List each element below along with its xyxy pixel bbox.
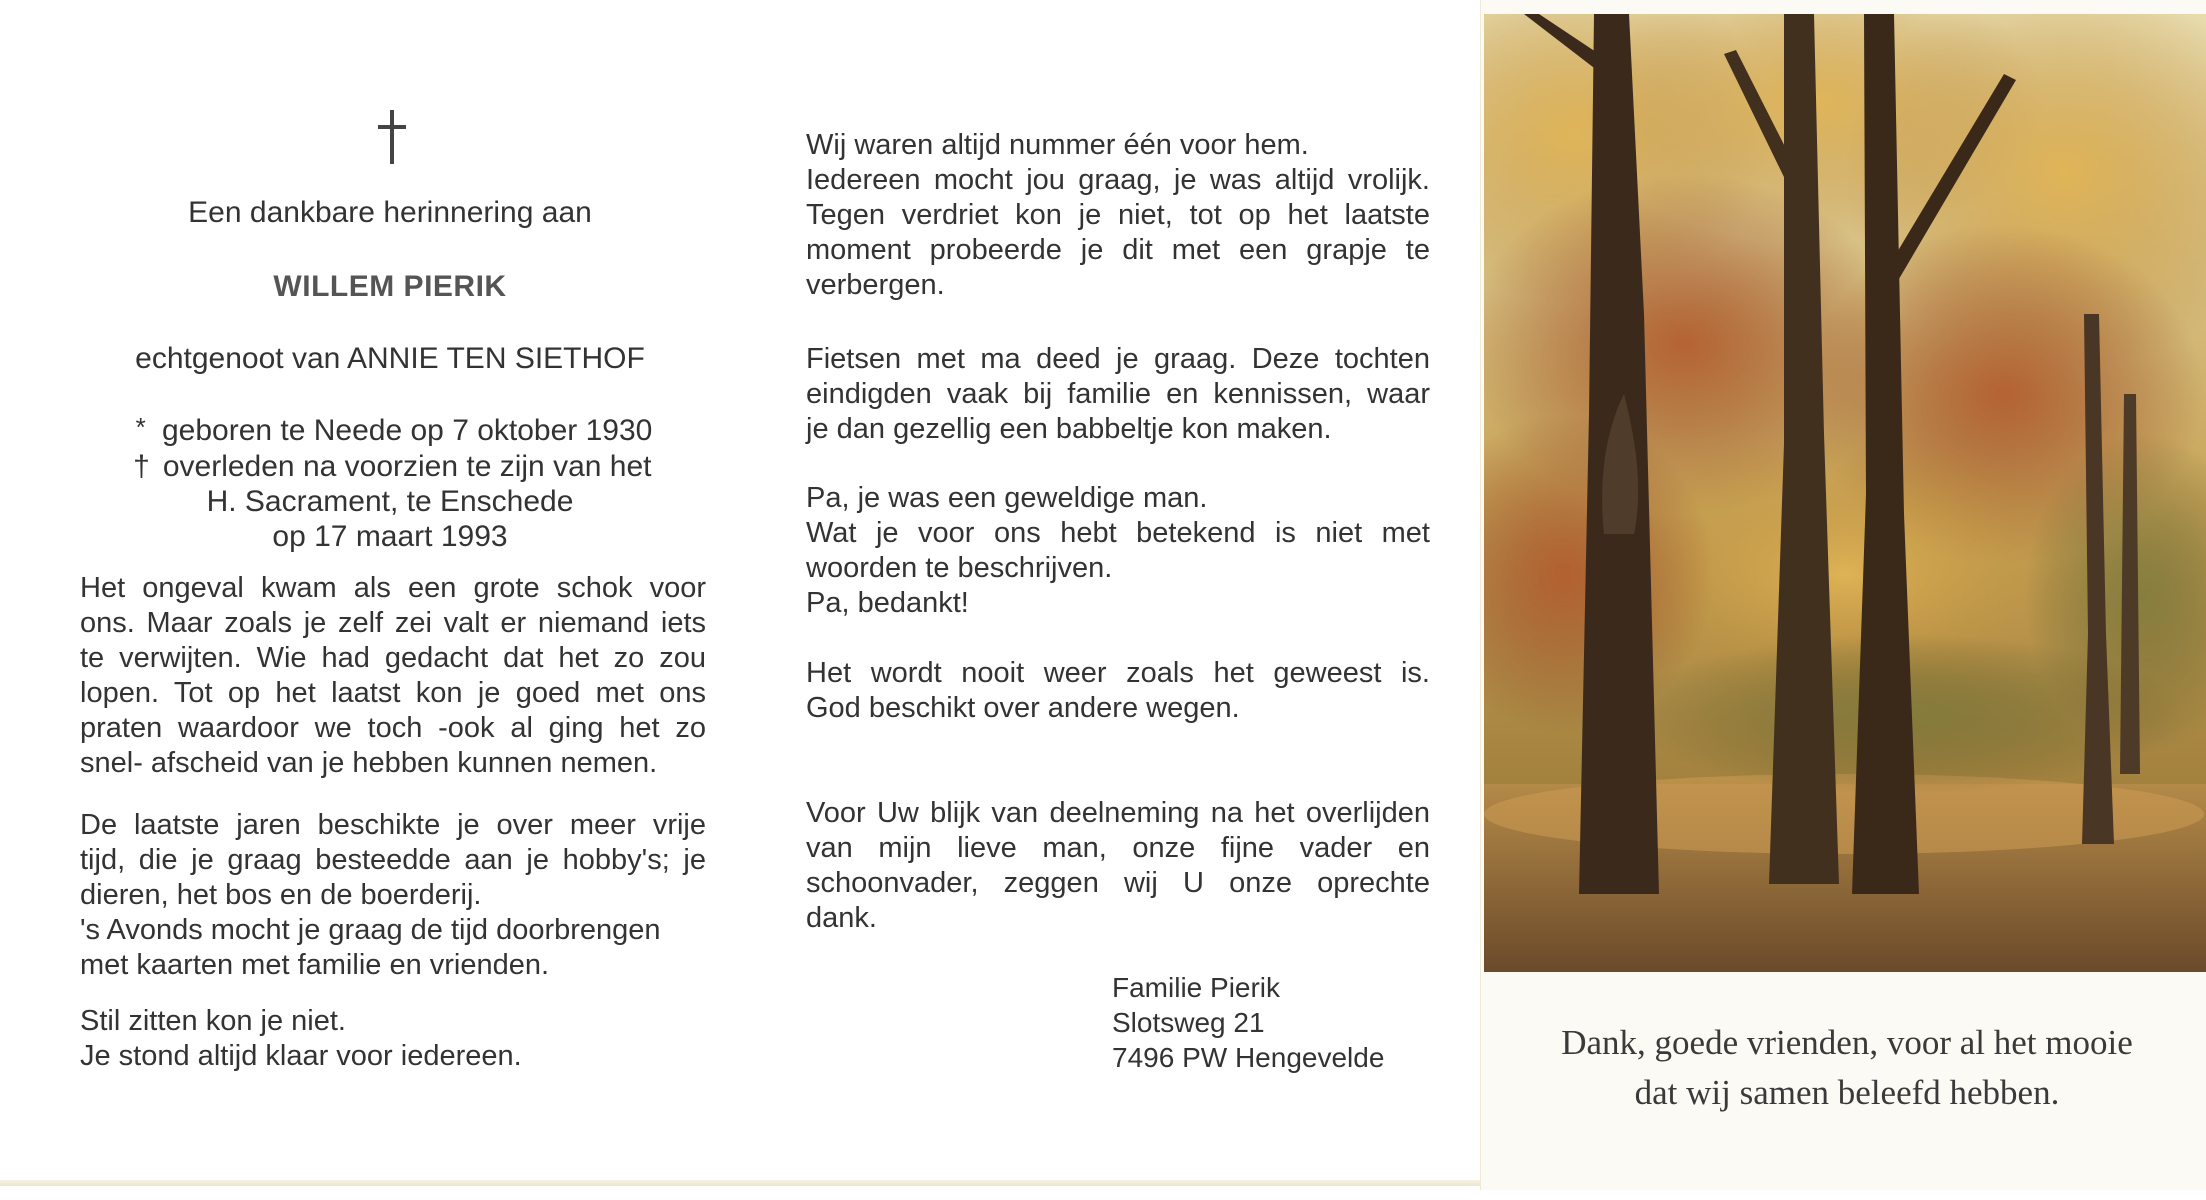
text-line: dank. bbox=[806, 902, 877, 934]
middle-paragraph-5 bbox=[806, 796, 1430, 936]
text-line: lopen. Tot op het laatst kon je goed met ons bbox=[80, 677, 706, 709]
middle-paragraph-3 bbox=[806, 481, 1430, 621]
text-line: woorden te beschrijven. bbox=[806, 552, 1113, 584]
text-line: Wij waren altijd nummer één voor hem. bbox=[806, 129, 1309, 161]
text-line: Het ongeval kwam als een grote schok voor bbox=[80, 572, 706, 604]
text-line: ons. Maar zoals je zelf zei valt er niemand iets bbox=[80, 607, 706, 639]
text-line: 's Avonds mocht je graag de tijd doorbrengen bbox=[80, 914, 661, 946]
deceased-name: WILLEM PIERIK bbox=[273, 270, 507, 303]
text-line: Wat je voor ons hebt betekend is niet met bbox=[806, 517, 1430, 549]
text-line: God beschikt over andere wegen. bbox=[806, 692, 1240, 724]
birth-line bbox=[60, 413, 720, 449]
middle-paragraph-1 bbox=[806, 128, 1430, 303]
intro-text: Een dankbare herinnering aan bbox=[188, 196, 592, 229]
dagger-icon: † bbox=[133, 450, 150, 483]
text-line: Tegen verdriet kon je niet, tot op het laatste bbox=[806, 199, 1430, 231]
text-line: Pa, bedankt! bbox=[806, 587, 969, 619]
spouse-line: echtgenoot van ANNIE TEN SIETHOF bbox=[135, 342, 645, 375]
text-line: van mijn lieve man, onze fijne vader en bbox=[806, 832, 1430, 864]
text-line: tijd, die je graag besteedde aan je hobby's; je bbox=[80, 844, 706, 876]
text-line: Het wordt nooit weer zoals het geweest is. bbox=[806, 657, 1430, 689]
text-line: Pa, je was een geweldige man. bbox=[806, 482, 1208, 514]
text-line: schoonvader, zeggen wij U onze oprechte bbox=[806, 867, 1430, 899]
life-dates bbox=[60, 413, 720, 554]
text-line: Iedereen mocht jou graag, je was altijd vrolijk. bbox=[806, 164, 1430, 196]
caption-line: Dank, goede vrienden, voor al het mooie bbox=[1561, 1023, 2133, 1062]
left-paragraph-1 bbox=[80, 571, 706, 781]
text-line: De laatste jaren beschikte je over meer vrije bbox=[80, 809, 706, 841]
middle-paragraph-4 bbox=[806, 656, 1430, 726]
text-line: met kaarten met familie en vrienden. bbox=[80, 949, 550, 981]
signature-block bbox=[1112, 970, 1384, 1075]
death-text-3: op 17 maart 1993 bbox=[272, 520, 508, 553]
text-line: je dan gezellig een babbeltje kon maken. bbox=[806, 413, 1332, 445]
text-line: praten waardoor we toch -ook al ging het zo bbox=[80, 712, 706, 744]
death-line bbox=[60, 449, 720, 484]
death-text-1: overleden na voorzien te zijn van het bbox=[162, 450, 652, 483]
text-line: eindigden vaak bij familie en kennissen, waar bbox=[806, 378, 1430, 410]
caption-line: dat wij samen beleefd hebben. bbox=[1634, 1073, 2060, 1112]
text-line: dieren, het bos en de boerderij. bbox=[80, 879, 482, 911]
family-name: Familie Pierik bbox=[1112, 972, 1281, 1003]
cross-icon bbox=[372, 108, 412, 166]
text-line: Voor Uw blijk van deelneming na het overlijden bbox=[806, 797, 1430, 829]
text-line: Fietsen met ma deed je graag. Deze tochten bbox=[806, 343, 1430, 375]
text-line: verbergen. bbox=[806, 269, 945, 301]
middle-paragraph-2 bbox=[806, 342, 1430, 447]
death-text-2: H. Sacrament, te Enschede bbox=[206, 485, 574, 518]
text-line: te verwijten. Wie had gedacht dat het zo zou bbox=[80, 642, 706, 674]
autumn-trees-photo bbox=[1484, 14, 2206, 972]
text-line: Stil zitten kon je niet. bbox=[80, 1005, 346, 1037]
star-icon: * bbox=[135, 412, 146, 442]
left-paragraph-3 bbox=[80, 1004, 706, 1074]
card-bottom-edge bbox=[0, 1180, 1480, 1186]
text-line: Je stond altijd klaar voor iedereen. bbox=[80, 1040, 522, 1072]
birth-text: geboren te Neede op 7 oktober 1930 bbox=[161, 414, 653, 447]
text-line: snel- afscheid van je hebben kunnen nemen. bbox=[80, 747, 658, 779]
text-line: moment probeerde je dit met een grapje te bbox=[806, 234, 1430, 266]
postal-city: 7496 PW Hengevelde bbox=[1112, 1042, 1385, 1073]
photo-caption bbox=[1488, 1018, 2206, 1118]
left-paragraph-2 bbox=[80, 808, 706, 983]
street-address: Slotsweg 21 bbox=[1112, 1007, 1265, 1038]
